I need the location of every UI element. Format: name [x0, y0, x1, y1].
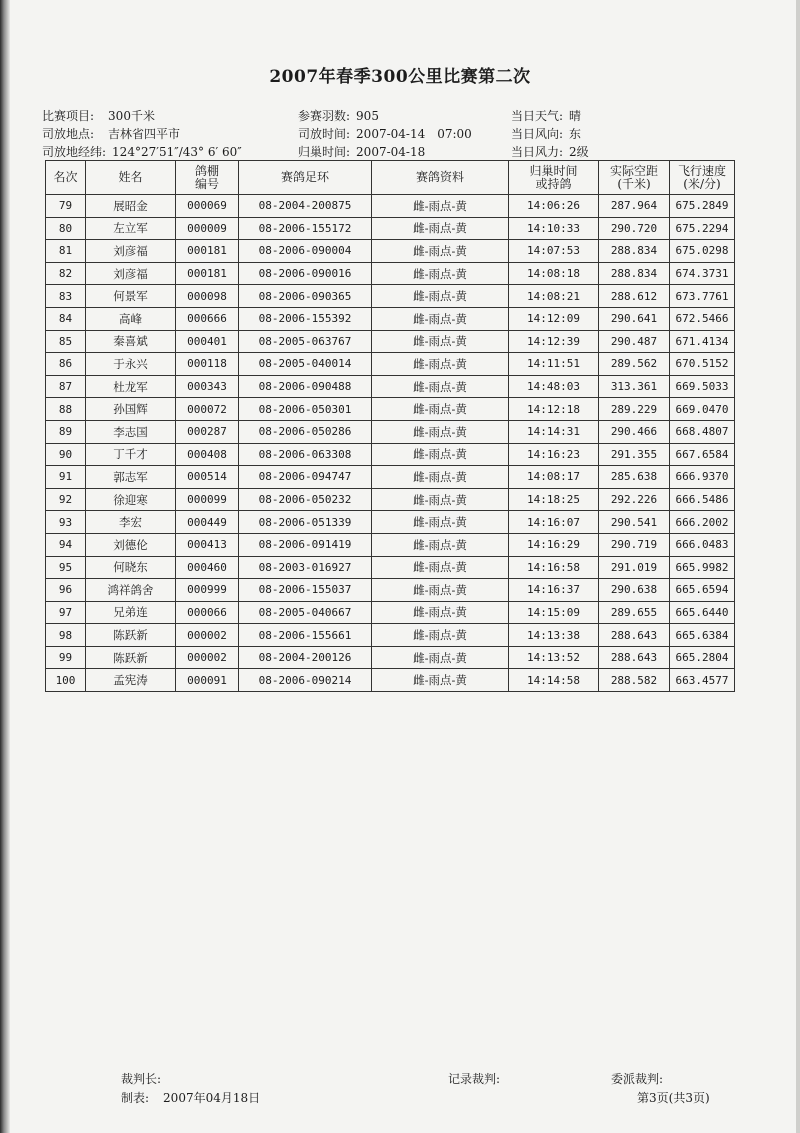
cell-speed: 669.0470	[670, 398, 735, 421]
info-project-label: 比赛项目:	[42, 109, 95, 123]
cell-name: 展昭金	[86, 195, 176, 218]
header-return-time: 归巢时间或持鸽	[509, 161, 599, 195]
cell-return-time: 14:12:09	[509, 307, 599, 330]
cell-ring: 08-2003-016927	[239, 556, 372, 579]
cell-speed: 675.2849	[670, 195, 735, 218]
cell-name: 陈跃新	[86, 646, 176, 669]
table-row	[46, 556, 735, 579]
cell-return-time: 14:16:23	[509, 443, 599, 466]
cell-loft-number: 000118	[176, 353, 239, 376]
cell-rank: 97	[46, 601, 86, 624]
cell-rank: 99	[46, 646, 86, 669]
footer-made-date: 2007年04月18日	[163, 1091, 261, 1105]
cell-ring: 08-2006-155661	[239, 624, 372, 647]
cell-return-time: 14:16:58	[509, 556, 599, 579]
cell-speed: 675.2294	[670, 217, 735, 240]
footer-record-judge: 记录裁判:	[448, 1072, 501, 1086]
cell-distance: 288.612	[599, 285, 670, 308]
cell-name: 徐迎寒	[86, 488, 176, 511]
cell-ring: 08-2005-063767	[239, 330, 372, 353]
cell-distance: 292.226	[599, 488, 670, 511]
scan-edge-right	[796, 0, 800, 1133]
table-row	[46, 330, 735, 353]
info-birds	[298, 107, 379, 124]
table-row	[46, 398, 735, 421]
cell-rank: 79	[46, 195, 86, 218]
cell-rank: 84	[46, 307, 86, 330]
cell-ring: 08-2006-091419	[239, 533, 372, 556]
cell-speed: 666.2002	[670, 511, 735, 534]
cell-return-time: 14:08:18	[509, 262, 599, 285]
cell-return-time: 14:11:51	[509, 353, 599, 376]
cell-name: 李志国	[86, 420, 176, 443]
cell-loft-number: 000072	[176, 398, 239, 421]
table-row	[46, 511, 735, 534]
cell-speed: 665.6384	[670, 624, 735, 647]
cell-distance: 285.638	[599, 466, 670, 489]
table-row	[46, 624, 735, 647]
cell-distance: 288.834	[599, 240, 670, 263]
cell-rank: 93	[46, 511, 86, 534]
cell-speed: 667.6584	[670, 443, 735, 466]
info-return-time-label: 归巢时间:	[298, 145, 351, 159]
cell-return-time: 14:08:17	[509, 466, 599, 489]
info-return-time-value: 2007-04-18	[356, 145, 426, 159]
cell-return-time: 14:10:33	[509, 217, 599, 240]
cell-return-time: 14:16:37	[509, 579, 599, 602]
cell-speed: 668.4807	[670, 420, 735, 443]
table-row	[46, 375, 735, 398]
cell-ring: 08-2004-200875	[239, 195, 372, 218]
cell-return-time: 14:13:52	[509, 646, 599, 669]
table-row	[46, 601, 735, 624]
table-row	[46, 579, 735, 602]
cell-name: 刘彦福	[86, 262, 176, 285]
cell-loft-number: 000408	[176, 443, 239, 466]
info-coordinates-value: 124°27′51″/43° 6′ 60″	[112, 145, 242, 159]
cell-ring: 08-2004-200126	[239, 646, 372, 669]
cell-speed: 665.9982	[670, 556, 735, 579]
cell-distance: 291.019	[599, 556, 670, 579]
cell-ring: 08-2006-063308	[239, 443, 372, 466]
table-row	[46, 240, 735, 263]
table-row	[46, 195, 735, 218]
cell-bird-info: 雌-雨点-黄	[372, 488, 509, 511]
table-row	[46, 533, 735, 556]
cell-return-time: 14:48:03	[509, 375, 599, 398]
info-wind-force-value: 2级	[569, 145, 589, 159]
cell-bird-info: 雌-雨点-黄	[372, 533, 509, 556]
table-row	[46, 669, 735, 692]
info-wind-force	[511, 143, 589, 160]
cell-ring: 08-2006-090016	[239, 262, 372, 285]
cell-name: 李宏	[86, 511, 176, 534]
cell-distance: 291.355	[599, 443, 670, 466]
cell-speed: 671.4134	[670, 330, 735, 353]
table-row	[46, 217, 735, 240]
cell-rank: 96	[46, 579, 86, 602]
header-ring: 赛鸽足环	[239, 161, 372, 195]
footer-page-number: 第3页(共3页)	[637, 1091, 710, 1105]
cell-rank: 87	[46, 375, 86, 398]
cell-rank: 92	[46, 488, 86, 511]
cell-loft-number: 000069	[176, 195, 239, 218]
cell-bird-info: 雌-雨点-黄	[372, 353, 509, 376]
cell-ring: 08-2006-050301	[239, 398, 372, 421]
cell-speed: 675.0298	[670, 240, 735, 263]
cell-ring: 08-2006-155392	[239, 307, 372, 330]
table-row	[46, 488, 735, 511]
table-row	[46, 443, 735, 466]
header-speed: 飞行速度(米/分)	[670, 161, 735, 195]
info-wind-direction	[511, 125, 581, 142]
cell-speed: 669.5033	[670, 375, 735, 398]
cell-name: 左立军	[86, 217, 176, 240]
cell-loft-number: 000343	[176, 375, 239, 398]
cell-rank: 89	[46, 420, 86, 443]
cell-bird-info: 雌-雨点-黄	[372, 307, 509, 330]
cell-rank: 95	[46, 556, 86, 579]
cell-distance: 290.541	[599, 511, 670, 534]
cell-speed: 674.3731	[670, 262, 735, 285]
cell-return-time: 14:14:58	[509, 669, 599, 692]
cell-speed: 666.0483	[670, 533, 735, 556]
cell-name: 于永兴	[86, 353, 176, 376]
cell-distance: 290.720	[599, 217, 670, 240]
cell-loft-number: 000002	[176, 646, 239, 669]
cell-name: 丁千才	[86, 443, 176, 466]
footer-made	[121, 1089, 260, 1106]
cell-ring: 08-2006-090004	[239, 240, 372, 263]
info-project	[42, 107, 155, 124]
cell-distance: 290.719	[599, 533, 670, 556]
cell-loft-number: 000413	[176, 533, 239, 556]
info-coordinates-label: 司放地经纬:	[42, 145, 107, 159]
cell-rank: 91	[46, 466, 86, 489]
cell-speed: 666.5486	[670, 488, 735, 511]
table-row	[46, 285, 735, 308]
cell-name: 孙国辉	[86, 398, 176, 421]
cell-loft-number: 000002	[176, 624, 239, 647]
cell-distance: 313.361	[599, 375, 670, 398]
cell-loft-number: 000401	[176, 330, 239, 353]
cell-name: 鸿祥鸽舍	[86, 579, 176, 602]
cell-bird-info: 雌-雨点-黄	[372, 285, 509, 308]
cell-distance: 290.641	[599, 307, 670, 330]
page-title: 2007年春季300公里比赛第二次	[269, 67, 531, 87]
cell-bird-info: 雌-雨点-黄	[372, 624, 509, 647]
table-header-row	[46, 161, 735, 195]
info-release-time-label: 司放时间:	[298, 127, 351, 141]
cell-name: 高峰	[86, 307, 176, 330]
cell-bird-info: 雌-雨点-黄	[372, 511, 509, 534]
info-weather-value: 晴	[569, 109, 582, 123]
cell-bird-info: 雌-雨点-黄	[372, 398, 509, 421]
cell-rank: 82	[46, 262, 86, 285]
cell-distance: 289.562	[599, 353, 670, 376]
cell-name: 孟宪涛	[86, 669, 176, 692]
cell-speed: 673.7761	[670, 285, 735, 308]
cell-return-time: 14:18:25	[509, 488, 599, 511]
cell-loft-number: 000099	[176, 488, 239, 511]
cell-loft-number: 000098	[176, 285, 239, 308]
cell-ring: 08-2005-040667	[239, 601, 372, 624]
header-rank: 名次	[46, 161, 86, 195]
cell-name: 杜龙军	[86, 375, 176, 398]
cell-rank: 94	[46, 533, 86, 556]
cell-loft-number: 000091	[176, 669, 239, 692]
cell-return-time: 14:08:21	[509, 285, 599, 308]
cell-return-time: 14:06:26	[509, 195, 599, 218]
info-wind-force-label: 当日风力:	[511, 145, 564, 159]
cell-speed: 665.2804	[670, 646, 735, 669]
cell-bird-info: 雌-雨点-黄	[372, 375, 509, 398]
cell-speed: 672.5466	[670, 307, 735, 330]
info-release-time-value: 2007-04-14 07:00	[356, 127, 472, 141]
cell-rank: 85	[46, 330, 86, 353]
header-bird-info: 赛鸽资料	[372, 161, 509, 195]
footer-made-label: 制表:	[121, 1091, 150, 1105]
cell-name: 刘德伦	[86, 533, 176, 556]
cell-name: 郭志军	[86, 466, 176, 489]
cell-name: 秦喜斌	[86, 330, 176, 353]
cell-bird-info: 雌-雨点-黄	[372, 262, 509, 285]
cell-bird-info: 雌-雨点-黄	[372, 669, 509, 692]
cell-return-time: 14:07:53	[509, 240, 599, 263]
cell-bird-info: 雌-雨点-黄	[372, 601, 509, 624]
cell-loft-number: 000066	[176, 601, 239, 624]
table-row	[46, 420, 735, 443]
cell-loft-number: 000181	[176, 262, 239, 285]
cell-distance: 288.582	[599, 669, 670, 692]
cell-speed: 665.6594	[670, 579, 735, 602]
cell-rank: 90	[46, 443, 86, 466]
cell-ring: 08-2006-155037	[239, 579, 372, 602]
cell-bird-info: 雌-雨点-黄	[372, 330, 509, 353]
info-project-value: 300千米	[108, 109, 155, 123]
cell-return-time: 14:16:07	[509, 511, 599, 534]
cell-ring: 08-2005-040014	[239, 353, 372, 376]
info-release-place-label: 司放地点:	[42, 127, 95, 141]
info-release-place	[42, 125, 180, 142]
cell-ring: 08-2006-090365	[239, 285, 372, 308]
cell-name: 何景军	[86, 285, 176, 308]
header-name: 姓名	[86, 161, 176, 195]
cell-rank: 100	[46, 669, 86, 692]
cell-bird-info: 雌-雨点-黄	[372, 217, 509, 240]
cell-rank: 80	[46, 217, 86, 240]
scan-edge-shadow	[0, 0, 10, 1133]
cell-speed: 665.6440	[670, 601, 735, 624]
cell-return-time: 14:13:38	[509, 624, 599, 647]
cell-bird-info: 雌-雨点-黄	[372, 195, 509, 218]
cell-loft-number: 000009	[176, 217, 239, 240]
cell-name: 陈跃新	[86, 624, 176, 647]
cell-bird-info: 雌-雨点-黄	[372, 240, 509, 263]
info-birds-value: 905	[356, 109, 379, 123]
cell-bird-info: 雌-雨点-黄	[372, 420, 509, 443]
cell-name: 刘彦福	[86, 240, 176, 263]
cell-name: 兄弟连	[86, 601, 176, 624]
info-release-place-value: 吉林省四平市	[108, 127, 181, 141]
cell-return-time: 14:12:18	[509, 398, 599, 421]
cell-loft-number: 000666	[176, 307, 239, 330]
cell-ring: 08-2006-090488	[239, 375, 372, 398]
cell-loft-number: 000514	[176, 466, 239, 489]
cell-ring: 08-2006-090214	[239, 669, 372, 692]
info-coordinates	[42, 143, 242, 160]
cell-loft-number: 000287	[176, 420, 239, 443]
cell-ring: 08-2006-094747	[239, 466, 372, 489]
cell-distance: 288.643	[599, 624, 670, 647]
footer-appointed-judge: 委派裁判:	[611, 1072, 664, 1086]
cell-distance: 290.487	[599, 330, 670, 353]
cell-ring: 08-2006-050286	[239, 420, 372, 443]
info-return-time	[298, 143, 425, 160]
cell-speed: 666.9370	[670, 466, 735, 489]
cell-loft-number: 000999	[176, 579, 239, 602]
cell-rank: 83	[46, 285, 86, 308]
footer-chief-judge: 裁判长:	[121, 1072, 162, 1086]
cell-distance: 290.638	[599, 579, 670, 602]
cell-bird-info: 雌-雨点-黄	[372, 556, 509, 579]
table-row	[46, 262, 735, 285]
cell-rank: 98	[46, 624, 86, 647]
table-body	[46, 195, 735, 692]
cell-distance: 287.964	[599, 195, 670, 218]
cell-return-time: 14:15:09	[509, 601, 599, 624]
cell-return-time: 14:14:31	[509, 420, 599, 443]
cell-loft-number: 000449	[176, 511, 239, 534]
header-distance: 实际空距(千米)	[599, 161, 670, 195]
cell-loft-number: 000181	[176, 240, 239, 263]
info-weather-label: 当日天气:	[511, 109, 564, 123]
cell-distance: 288.834	[599, 262, 670, 285]
header-loft-number: 鸽棚编号	[176, 161, 239, 195]
info-weather	[511, 107, 581, 124]
cell-distance: 288.643	[599, 646, 670, 669]
cell-rank: 86	[46, 353, 86, 376]
table-row	[46, 466, 735, 489]
cell-rank: 88	[46, 398, 86, 421]
table-row	[46, 307, 735, 330]
cell-bird-info: 雌-雨点-黄	[372, 646, 509, 669]
table-row	[46, 353, 735, 376]
cell-distance: 289.229	[599, 398, 670, 421]
info-wind-direction-value: 东	[569, 127, 582, 141]
results-table	[45, 160, 735, 692]
cell-return-time: 14:16:29	[509, 533, 599, 556]
cell-bird-info: 雌-雨点-黄	[372, 466, 509, 489]
cell-rank: 81	[46, 240, 86, 263]
cell-bird-info: 雌-雨点-黄	[372, 443, 509, 466]
cell-speed: 670.5152	[670, 353, 735, 376]
cell-name: 何晓东	[86, 556, 176, 579]
cell-distance: 289.655	[599, 601, 670, 624]
cell-ring: 08-2006-051339	[239, 511, 372, 534]
cell-distance: 290.466	[599, 420, 670, 443]
cell-return-time: 14:12:39	[509, 330, 599, 353]
info-release-time	[298, 125, 472, 142]
cell-bird-info: 雌-雨点-黄	[372, 579, 509, 602]
cell-loft-number: 000460	[176, 556, 239, 579]
cell-ring: 08-2006-155172	[239, 217, 372, 240]
cell-ring: 08-2006-050232	[239, 488, 372, 511]
cell-speed: 663.4577	[670, 669, 735, 692]
table-row	[46, 646, 735, 669]
info-birds-label: 参赛羽数:	[298, 109, 351, 123]
info-wind-direction-label: 当日风向:	[511, 127, 564, 141]
